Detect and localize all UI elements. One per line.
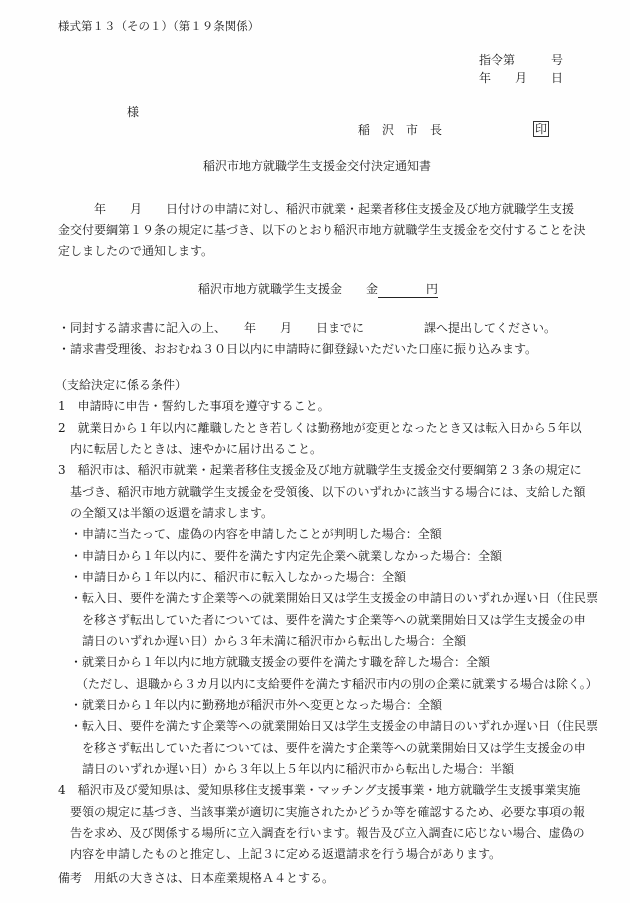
condition-line: ・申請に当たって、虚偽の内容を申請したことが判明した場合：全額: [58, 527, 442, 541]
document-title: 稲沢市地方就職学生支援金交付決定通知書: [203, 159, 432, 173]
remarks: 備考 用紙の大きさは、日本産業規格Ａ４とする。: [58, 871, 335, 885]
seal-text: 印: [535, 122, 548, 136]
condition-line: の全額又は半額の返還を請求します。: [58, 506, 274, 520]
condition-line: ・転入日、要件を満たす企業等への就業開始日又は学生支援金の申請日のいずれか遅い日（住民票: [58, 719, 599, 733]
seal-mark: [533, 121, 549, 137]
conditions-heading: （支給決定に係る条件）: [55, 378, 188, 392]
condition-line: 内に転居したときは、速やかに届け出ること。: [58, 442, 323, 456]
amount-field: [378, 281, 438, 298]
amount-unit: 円: [426, 282, 439, 296]
issuer: 稲 沢 市 長: [358, 123, 443, 137]
note-line: ・同封する請求書に記入の上、 年 月 日までに 課へ提出してください。: [58, 321, 557, 335]
condition-line: （ただし、退職から３カ月以内に支給要件を満たす稲沢市内の別の企業に就業する場合は除く。）: [58, 677, 598, 691]
amount-label: 稲沢市地方就職学生支援金 金: [198, 282, 379, 296]
amount-blank: [378, 282, 426, 296]
condition-line: 請日のいずれか遅い日）から３年未満に稲沢市から転出した場合：全額: [58, 634, 467, 648]
condition-line: を移さず転出していた者については、要件を満たす企業等への就業開始日又は学生支援金の申: [58, 741, 586, 755]
condition-line: 2 就業日から１年以内に離職したとき若しくは勤務地が変更となったとき又は転入日から５年以: [58, 421, 582, 435]
intro-line: 年 月 日付けの申請に対し、稲沢市就業・起業者移住支援金及び地方就職学生支援: [58, 202, 575, 216]
directive-number: 指令第 号: [479, 53, 564, 67]
note-line: ・請求書受理後、おおむね３０日以内に申請時に御登録いただいた口座に振り込みます。: [58, 342, 538, 356]
form-label: 様式第１３（その１）（第１９条関係）: [58, 19, 260, 33]
condition-line: 1 申請時に申告・誓約した事項を遵守すること。: [58, 399, 330, 413]
amount-row: [198, 281, 438, 298]
condition-line: ・就業日から１年以内に地方就職支援金の要件を満たす職を辞した場合：全額: [58, 655, 491, 669]
addressee: 様: [127, 105, 140, 119]
condition-line: を移さず転出していた者については、要件を満たす企業等への就業開始日又は学生支援金の申: [58, 613, 586, 627]
issue-date: 年 月 日: [479, 71, 564, 85]
condition-line: 請日のいずれか遅い日）から３年以上５年以内に稲沢市から転出した場合：半額: [58, 762, 515, 776]
condition-line: 内容を申請したものと推定し、上記３に定める返還請求を行う場合があります。: [58, 847, 502, 861]
condition-line: 要領の規定に基づき、当該事業が適切に実施されたかどうか等を確認するため、必要な事項の報: [58, 805, 586, 819]
condition-line: 3 稲沢市は、稲沢市就業・起業者移住支援金及び地方就職学生支援金交付要綱第２３条の規定に: [58, 463, 582, 477]
intro-line: 定しましたので通知します。: [58, 244, 214, 258]
condition-line: ・転入日、要件を満たす企業等への就業開始日又は学生支援金の申請日のいずれか遅い日（住民票: [58, 591, 599, 605]
condition-line: ・就業日から１年以内に勤務地が稲沢市外へ変更となった場合：全額: [58, 698, 443, 712]
intro-line: 金交付要綱第１９条の規定に基づき、以下のとおり稲沢市地方就職学生支援金を交付することを決: [58, 223, 586, 237]
condition-line: 4 稲沢市及び愛知県は、愛知県移住支援事業・マッチング支援事業・地方就職学生支援事業実施: [58, 783, 581, 797]
condition-line: ・申請日から１年以内に、要件を満たす内定先企業へ就業しなかった場合：全額: [58, 549, 503, 563]
condition-line: 告を求め、及び関係する場所に立入調査を行います。報告及び立入調査に応じない場合、虚偽の: [58, 826, 585, 840]
condition-line: ・申請日から１年以内に、稲沢市に転入しなかった場合：全額: [58, 570, 407, 584]
condition-line: 基づき、稲沢市地方就職学生支援金を受領後、以下のいずれかに該当する場合には、支給した額: [58, 485, 586, 499]
